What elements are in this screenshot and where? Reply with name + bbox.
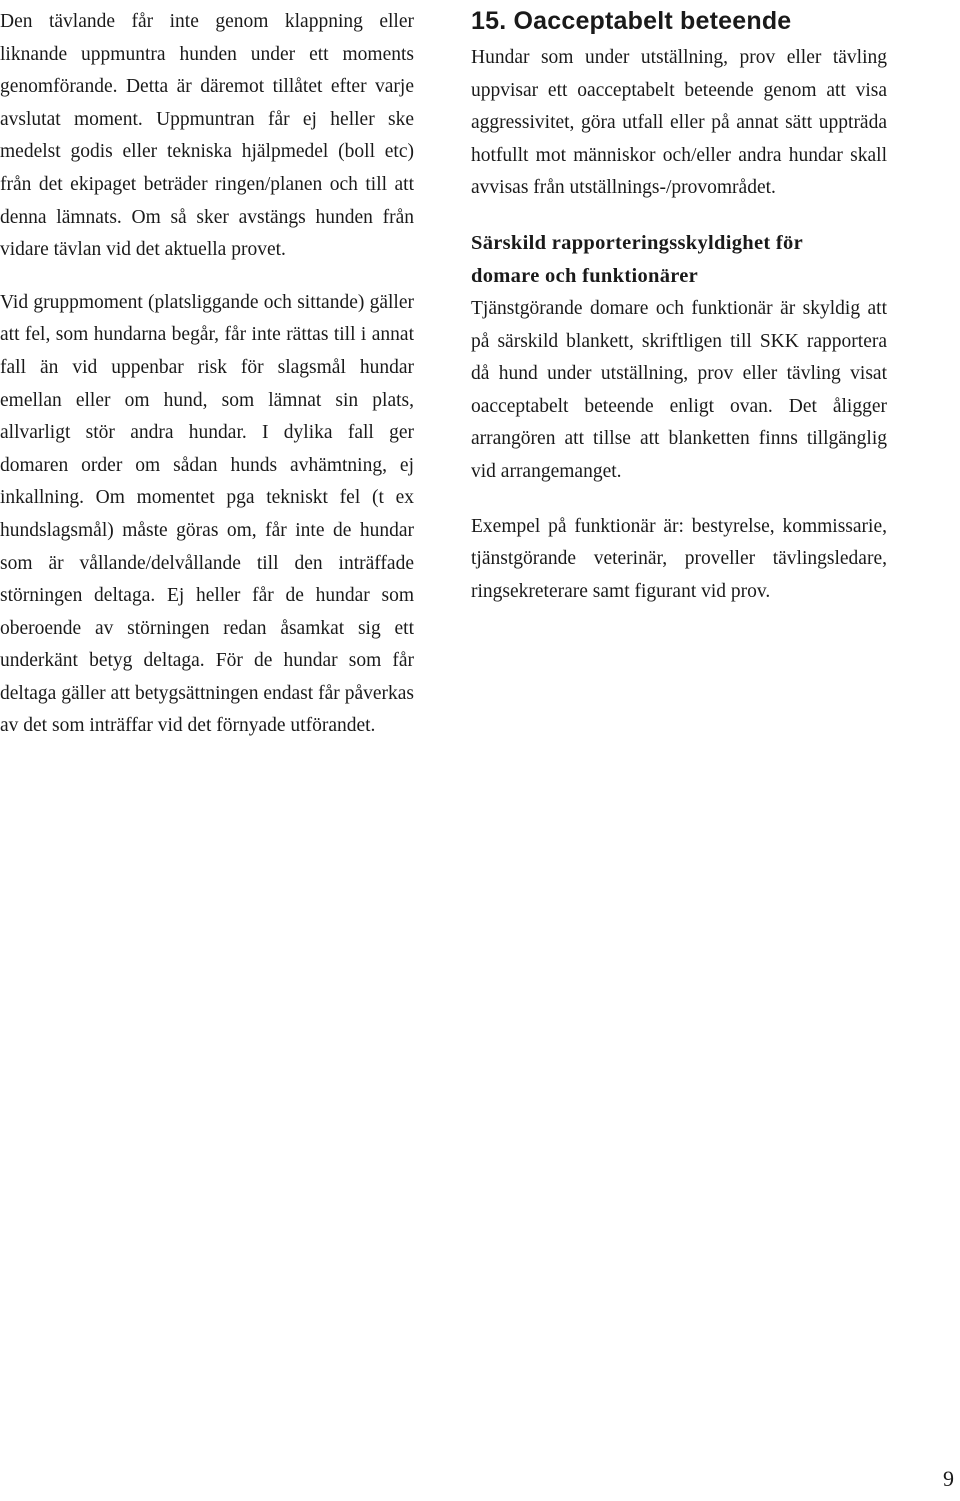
- subheading-reporting-duty: [471, 227, 887, 293]
- subheading-line-1: Särskild rapporteringsskyldighet för: [471, 231, 803, 254]
- left-column: [0, 6, 414, 743]
- paragraph-unacceptable-behavior: Hundar som under utställning, prov eller tävling uppvisar ett oacceptabelt beteende genom att visa aggressivitet, göra utfall eller på annat sätt uppträda hotfullt mot människor och/eller andra hundar skall avvisas från utställnings-/provområdet.: [471, 47, 887, 199]
- paragraph-official-examples: Exempel på funktionär är: bestyrelse, kommissarie, tjänstgörande veterinär, proveller tävlingsledare, ringsekreterare samt figurant vid prov.: [471, 515, 887, 602]
- page-number: 9: [943, 1466, 954, 1491]
- paragraph-group-exercises: Vid gruppmoment (platsliggande och sittande) gäller att fel, som hundarna begår, får inte rättas till i annat fall än vid uppenbar risk för slagsmål hundar emellan eller om hund, som lämnat sin plats, allvarligt stör andra hundar. I dylika fall ger domaren order om sådan hunds avhämtning, ej inkallning. Om momentet pga tekniskt fel (t ex hundslagsmål) måste göras om, får inte de hundar som är vållande/delvållande till den inträffade störningen deltaga. Ej heller får de hundar som oberoende av störningen redan åsamkat sig ett underkänt betyg deltaga. För de hundar som får deltaga gäller att betygsättningen endast får påverkas av det som inträffar vid det förnyade utförandet.: [0, 291, 414, 737]
- subheading-line-2: domare och funktionärer: [471, 264, 699, 287]
- paragraph-encouragement-rules: Den tävlande får inte genom klappning eller liknande uppmuntra hunden under ett moments genomförande. Detta är däremot tillåtet efter varje avslutat moment. Uppmuntran får ej heller ske medelst godis eller tekniska hjälpmedel (boll etc) från det ekipaget beträder ringen/planen och till att denna lämnats. Om så sker avstängs hunden från vidare tävlan vid det aktuella provet.: [0, 11, 414, 261]
- paragraph-reporting-duty: Tjänstgörande domare och funktionär är skyldig att på särskild blankett, skriftligen till SKK rapportera då hund under utställning, prov eller tävling visat oacceptabelt beteende enligt ovan. Det åligger arrangören att tillse att blanketten finns tillgänglig vid arrangemanget.: [471, 297, 887, 482]
- right-column: [471, 6, 887, 608]
- section-heading: 15. Oacceptabelt beteende: [471, 7, 792, 35]
